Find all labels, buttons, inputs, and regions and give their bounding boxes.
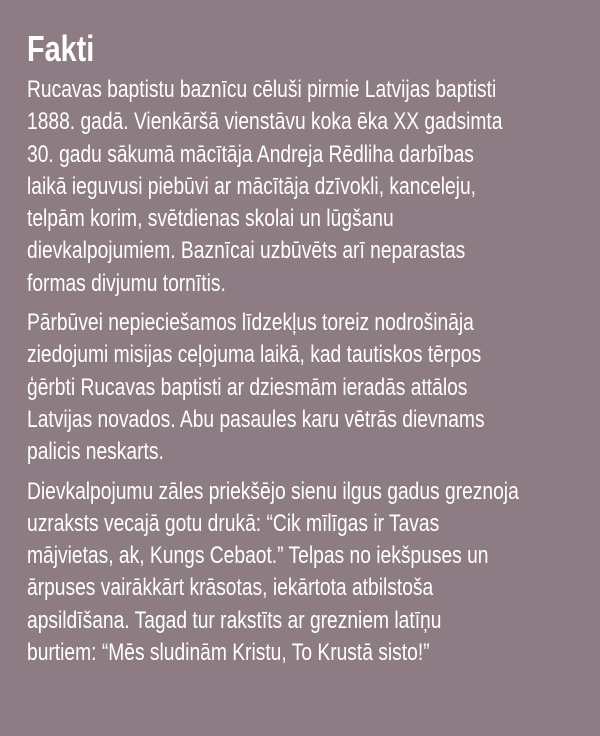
text-line: uzraksts vecajā gotu drukā: “Cik mīlīgas ir Tavas bbox=[27, 509, 440, 537]
text-line: Rucavas baptistu baznīcu cēluši pirmie Latvijas baptisti bbox=[27, 76, 497, 103]
text-line: Dievkalpojumu zāles priekšējo sienu ilgus gadus greznoja bbox=[27, 477, 519, 505]
text-line: telpām korim, svētdienas skolai un lūgšanu bbox=[27, 205, 394, 233]
text-line: mājvietas, ak, Kungs Cebaot.” Telpas no iekšpuses un bbox=[27, 542, 489, 570]
text-line: ziedojumi misijas ceļojuma laikā, kad tautiskos tērpos bbox=[27, 341, 482, 369]
text-line: palicis neskarts. bbox=[27, 438, 164, 466]
paragraph-1 bbox=[27, 74, 573, 300]
panel-title: Fakti bbox=[27, 28, 95, 69]
text-line: laikā ieguvusi piebūvi ar mācītāja dzīvokli, kanceleju, bbox=[27, 172, 476, 200]
text-line: Pārbūvei nepieciešamos līdzekļus toreiz nodrošināja bbox=[27, 309, 474, 337]
text-line: Latvijas novados. Abu pasaules karu vētrās dievnams bbox=[27, 405, 485, 433]
text-line: ārpuses vairākkārt krāsotas, iekārtota atbilstoša bbox=[27, 574, 434, 602]
text-line: formas divjumu tornītis. bbox=[27, 269, 226, 297]
text-line: 30. gadu sākumā mācītāja Andreja Rēdliha darbības bbox=[27, 140, 474, 168]
paragraph-2 bbox=[27, 307, 573, 468]
text-line: burtiem: “Mēs sludinām Kristu, To Krustā sisto!” bbox=[27, 639, 430, 667]
paragraph-3 bbox=[27, 476, 573, 670]
text-line: ģērbti Rucavas baptisti ar dziesmām ieradās attālos bbox=[27, 373, 468, 401]
text-line: dievkalpojumiem. Baznīcai uzbūvēts arī neparastas bbox=[27, 237, 466, 265]
text-line: 1888. gadā. Vienkāršā vienstāvu koka ēka XX gadsimta bbox=[27, 108, 503, 136]
text-line: apsildīšana. Tagad tur rakstīts ar grezniem latīņu bbox=[27, 606, 442, 634]
